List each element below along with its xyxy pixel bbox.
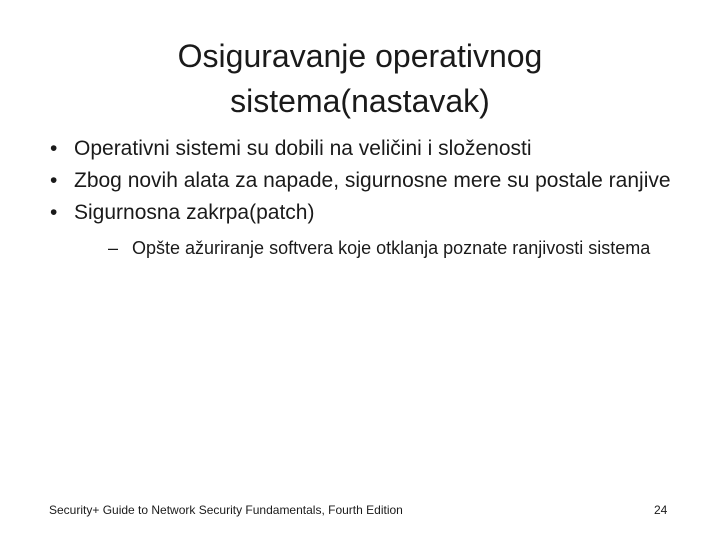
bullet-item (48, 133, 688, 165)
bullet-text: Operativni sistemi su dobili na veličini i složenosti (74, 137, 532, 160)
bullet-item (48, 197, 688, 261)
slide-title-line-1: Osiguravanje operativnog (177, 38, 543, 74)
sub-bullet-item (74, 235, 688, 261)
sub-bullet-list (74, 235, 688, 261)
bullet-text: Zbog novih alata za napade, sigurnosne mere su postale ranjive (74, 169, 671, 192)
bullet-list (48, 133, 688, 261)
slide-title (140, 34, 580, 124)
sub-bullet-text: Opšte ažuriranje softvera koje otklanja poznate ranjivosti sistema (132, 238, 651, 258)
bullet-item (48, 165, 688, 197)
bullet-text: Sigurnosna zakrpa(patch) (74, 201, 315, 224)
slide-title-line-2: sistema(nastavak) (230, 83, 490, 119)
footer-source: Security+ Guide to Network Security Fundamentals, Fourth Edition (49, 503, 403, 517)
page-number: 24 (654, 503, 668, 517)
